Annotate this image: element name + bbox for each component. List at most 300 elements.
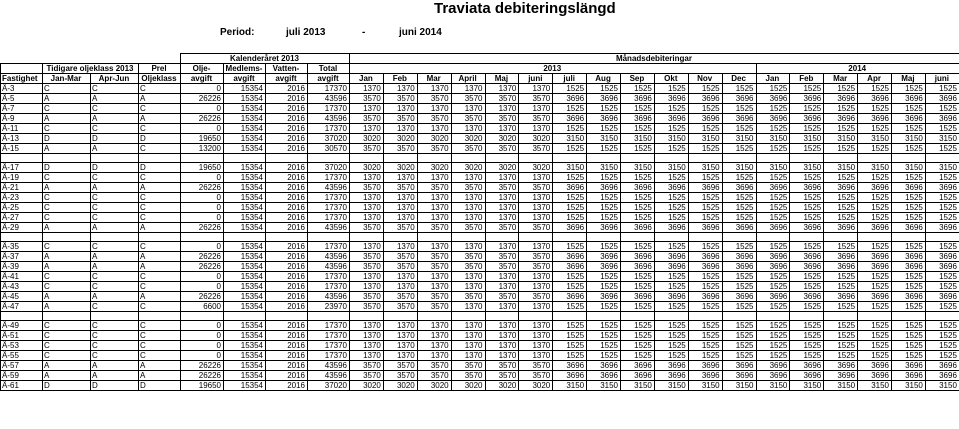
month-value-cell: 1525 — [553, 193, 587, 203]
month-value-cell: 1370 — [417, 351, 451, 361]
month-value-cell: 1370 — [519, 173, 553, 183]
vatten-avgift-cell: 2016 — [266, 292, 308, 302]
month-value-cell: 1370 — [350, 282, 384, 292]
month-value-cell: 1370 — [383, 84, 417, 94]
month-value-cell: 1525 — [824, 351, 858, 361]
empty-cell — [224, 154, 266, 163]
empty-cell — [790, 312, 824, 321]
month-value-cell: 1525 — [925, 321, 959, 331]
month-value-cell: 1525 — [553, 242, 587, 252]
janmar-header: Jan-Mar — [43, 74, 91, 84]
olje-avgift-header: avgift — [181, 74, 224, 84]
month-value-cell: 1525 — [553, 173, 587, 183]
month-value-cell: 1525 — [553, 321, 587, 331]
empty-cell — [519, 312, 553, 321]
total-avgift-cell: 17370 — [308, 124, 350, 134]
month-value-cell: 1525 — [892, 84, 926, 94]
month-value-cell: 1525 — [621, 193, 655, 203]
month-value-cell: 1525 — [688, 282, 722, 292]
month-value-cell: 1525 — [587, 213, 621, 223]
fastighet-cell: Ä-59 — [1, 371, 43, 381]
month-value-cell: 1525 — [688, 203, 722, 213]
medlems-avgift-cell: 15354 — [224, 124, 266, 134]
janmar-cell: A — [43, 223, 91, 233]
oljeklass-cell: A — [139, 183, 181, 193]
month-value-cell: 3696 — [621, 292, 655, 302]
month-value-cell: 3696 — [892, 252, 926, 262]
month-value-cell: 1525 — [621, 144, 655, 154]
janmar-cell: C — [43, 84, 91, 94]
month-value-cell: 1525 — [722, 124, 756, 134]
olje-avgift-cell: 0 — [181, 193, 224, 203]
month-value-cell: 3696 — [587, 252, 621, 262]
month-value-cell: 1525 — [824, 331, 858, 341]
month-header: juni — [519, 74, 553, 84]
month-value-cell: 3696 — [621, 94, 655, 104]
empty-cell — [383, 233, 417, 242]
month-value-cell: 3696 — [553, 262, 587, 272]
month-value-cell: 1525 — [790, 272, 824, 282]
month-value-cell: 3570 — [519, 252, 553, 262]
month-value-cell: 3150 — [654, 381, 688, 391]
month-value-cell: 3696 — [756, 252, 790, 262]
month-value-cell: 1370 — [485, 341, 519, 351]
month-value-cell: 1370 — [451, 104, 485, 114]
table-row — [1, 144, 959, 154]
olje-avgift-cell: 13200 — [181, 144, 224, 154]
month-value-cell: 3020 — [417, 381, 451, 391]
janmar-cell: C — [43, 341, 91, 351]
table-row — [1, 321, 959, 331]
month-value-cell: 1370 — [451, 242, 485, 252]
month-value-cell: 1525 — [892, 242, 926, 252]
fastighet-cell: Ä-41 — [1, 272, 43, 282]
blank-row — [1, 312, 959, 321]
month-value-cell: 1525 — [858, 321, 892, 331]
month-value-cell: 1525 — [654, 144, 688, 154]
table-row — [1, 371, 959, 381]
month-value-cell: 3020 — [350, 163, 384, 173]
medlems-avgift-cell: 15354 — [224, 272, 266, 282]
month-value-cell: 3570 — [383, 302, 417, 312]
fastighet-cell: Ä-23 — [1, 193, 43, 203]
month-value-cell: 1525 — [824, 302, 858, 312]
janmar-cell: C — [43, 193, 91, 203]
janmar-cell: C — [43, 213, 91, 223]
month-value-cell: 1370 — [451, 84, 485, 94]
empty-cell — [417, 312, 451, 321]
month-value-cell: 1525 — [587, 124, 621, 134]
month-value-cell: 1525 — [722, 321, 756, 331]
month-value-cell: 3696 — [892, 361, 926, 371]
fastighet-cell: Ä-25 — [1, 203, 43, 213]
empty-cell — [350, 233, 384, 242]
month-value-cell: 3150 — [688, 381, 722, 391]
aprjun-cell: C — [91, 213, 139, 223]
month-value-cell: 3696 — [722, 223, 756, 233]
month-value-cell: 3696 — [858, 252, 892, 262]
vatten-avgift-cell: 2016 — [266, 163, 308, 173]
month-value-cell: 1370 — [451, 124, 485, 134]
empty-cell — [790, 233, 824, 242]
month-value-cell: 3570 — [451, 114, 485, 124]
table-row — [1, 351, 959, 361]
month-value-cell: 3696 — [925, 223, 959, 233]
month-value-cell: 1525 — [688, 242, 722, 252]
aprjun-cell: C — [91, 84, 139, 94]
empty-cell — [688, 154, 722, 163]
month-value-cell: 1525 — [621, 331, 655, 341]
medlems-avgift-cell: 15354 — [224, 163, 266, 173]
month-value-cell: 3696 — [688, 371, 722, 381]
table-row — [1, 341, 959, 351]
empty-cell — [485, 233, 519, 242]
fastighet-cell: Ä-47 — [1, 302, 43, 312]
month-value-cell: 1525 — [587, 242, 621, 252]
medlems-avgift-cell: 15354 — [224, 331, 266, 341]
medlems-avgift-cell: 15354 — [224, 371, 266, 381]
month-value-cell: 1525 — [621, 302, 655, 312]
month-value-cell: 1370 — [417, 203, 451, 213]
month-value-cell: 1525 — [621, 84, 655, 94]
vatten-avgift-cell: 2016 — [266, 331, 308, 341]
medlems-avgift-cell: 15354 — [224, 114, 266, 124]
month-value-cell: 1525 — [621, 242, 655, 252]
month-value-cell: 3696 — [892, 94, 926, 104]
janmar-cell: A — [43, 94, 91, 104]
month-value-cell: 1525 — [688, 124, 722, 134]
month-value-cell: 3570 — [519, 361, 553, 371]
table-row — [1, 163, 959, 173]
aprjun-cell: A — [91, 292, 139, 302]
month-value-cell: 3150 — [925, 163, 959, 173]
janmar-cell: C — [43, 351, 91, 361]
empty-cell — [892, 233, 926, 242]
month-value-cell: 1525 — [790, 213, 824, 223]
month-value-cell: 1370 — [350, 321, 384, 331]
month-value-cell: 3150 — [553, 163, 587, 173]
month-value-cell: 1525 — [892, 282, 926, 292]
empty-cell — [925, 154, 959, 163]
month-value-cell: 3696 — [722, 292, 756, 302]
month-value-cell: 3570 — [417, 371, 451, 381]
month-value-cell: 1525 — [925, 84, 959, 94]
month-value-cell: 1525 — [756, 341, 790, 351]
olje-avgift-cell: 0 — [181, 104, 224, 114]
month-value-cell: 3696 — [553, 292, 587, 302]
debitering-table — [0, 53, 959, 391]
month-value-cell: 1525 — [858, 124, 892, 134]
month-value-cell: 1525 — [553, 302, 587, 312]
month-value-cell: 3570 — [383, 94, 417, 104]
table-row — [1, 272, 959, 282]
month-value-cell: 1525 — [587, 193, 621, 203]
month-value-cell: 3570 — [417, 183, 451, 193]
month-value-cell: 3696 — [688, 262, 722, 272]
empty-cell — [790, 154, 824, 163]
empty-cell — [266, 312, 308, 321]
month-value-cell: 3696 — [621, 262, 655, 272]
month-value-cell: 3570 — [383, 114, 417, 124]
month-value-cell: 1370 — [451, 321, 485, 331]
month-value-cell: 1525 — [654, 203, 688, 213]
empty-cell — [519, 233, 553, 242]
table-row — [1, 331, 959, 341]
month-value-cell: 1370 — [485, 272, 519, 282]
empty-cell — [621, 312, 655, 321]
month-value-cell: 3696 — [790, 183, 824, 193]
total-avgift-cell: 43596 — [308, 371, 350, 381]
month-value-cell: 1370 — [350, 331, 384, 341]
month-value-cell: 3696 — [790, 371, 824, 381]
vatten-avgift-cell: 2016 — [266, 223, 308, 233]
month-value-cell: 3570 — [350, 183, 384, 193]
month-value-cell: 1370 — [451, 173, 485, 183]
month-value-cell: 1370 — [451, 272, 485, 282]
month-value-cell: 1525 — [824, 321, 858, 331]
month-value-cell: 3150 — [722, 134, 756, 144]
month-value-cell: 3150 — [621, 381, 655, 391]
empty-cell — [553, 154, 587, 163]
month-value-cell: 3570 — [485, 262, 519, 272]
month-value-cell: 3696 — [756, 371, 790, 381]
janmar-cell: C — [43, 242, 91, 252]
oljeklass-cell: D — [139, 134, 181, 144]
month-value-cell: 1525 — [587, 302, 621, 312]
month-header: juli — [553, 74, 587, 84]
month-value-cell: 1370 — [485, 331, 519, 341]
month-value-cell: 1525 — [824, 203, 858, 213]
month-value-cell: 1370 — [383, 213, 417, 223]
medlems-avgift-cell: 15354 — [224, 203, 266, 213]
olje-avgift-cell: 26226 — [181, 114, 224, 124]
kalenderaret-header: Kalenderåret 2013 — [181, 54, 350, 64]
month-value-cell: 3696 — [621, 361, 655, 371]
oljeklass-cell: A — [139, 292, 181, 302]
month-value-cell: 1525 — [553, 341, 587, 351]
month-value-cell: 1525 — [925, 203, 959, 213]
empty-cell — [1, 233, 43, 242]
month-value-cell: 3696 — [553, 223, 587, 233]
month-value-cell: 3696 — [925, 114, 959, 124]
table-row — [1, 114, 959, 124]
month-value-cell: 3570 — [485, 371, 519, 381]
month-header: Feb — [383, 74, 417, 84]
month-value-cell: 1525 — [925, 144, 959, 154]
total-avgift-cell: 17370 — [308, 331, 350, 341]
month-value-cell: 3020 — [485, 134, 519, 144]
month-header: Aug — [587, 74, 621, 84]
table-row — [1, 302, 959, 312]
empty-cell — [308, 233, 350, 242]
janmar-cell: A — [43, 302, 91, 312]
month-value-cell: 3150 — [892, 163, 926, 173]
year-2014-header: 2014 — [756, 64, 959, 74]
aprjun-cell: C — [91, 203, 139, 213]
month-value-cell: 1370 — [350, 351, 384, 361]
empty-cell — [553, 233, 587, 242]
month-value-cell: 3696 — [587, 223, 621, 233]
vatten-avgift-cell: 2016 — [266, 213, 308, 223]
month-value-cell: 1370 — [417, 213, 451, 223]
month-value-cell: 1525 — [654, 282, 688, 292]
empty-cell — [224, 312, 266, 321]
month-value-cell: 1525 — [756, 144, 790, 154]
total-avgift-cell: 17370 — [308, 341, 350, 351]
month-value-cell: 3696 — [688, 223, 722, 233]
total-avgift-cell: 43596 — [308, 183, 350, 193]
month-value-cell: 3150 — [587, 381, 621, 391]
vatten-avgift-cell: 2016 — [266, 321, 308, 331]
month-value-cell: 1525 — [858, 302, 892, 312]
month-value-cell: 1525 — [756, 203, 790, 213]
month-value-cell: 3570 — [417, 292, 451, 302]
table-row — [1, 242, 959, 252]
vatten-avgift-cell: 2016 — [266, 203, 308, 213]
month-value-cell: 1525 — [892, 104, 926, 114]
month-value-cell: 3570 — [350, 144, 384, 154]
month-value-cell: 1525 — [722, 302, 756, 312]
month-value-cell: 1525 — [858, 341, 892, 351]
month-value-cell: 1370 — [519, 331, 553, 341]
total-avgift-cell: 23970 — [308, 302, 350, 312]
month-value-cell: 1370 — [350, 272, 384, 282]
month-value-cell: 1525 — [654, 331, 688, 341]
month-value-cell: 1525 — [858, 282, 892, 292]
month-value-cell: 3696 — [587, 371, 621, 381]
month-value-cell: 3696 — [553, 361, 587, 371]
month-value-cell: 3696 — [858, 292, 892, 302]
month-header: Apr — [858, 74, 892, 84]
month-value-cell: 1525 — [858, 144, 892, 154]
medlems-header: Medlems- — [224, 64, 266, 74]
month-value-cell: 1525 — [790, 173, 824, 183]
month-value-cell: 1370 — [485, 213, 519, 223]
month-header: April — [451, 74, 485, 84]
month-value-cell: 3150 — [587, 163, 621, 173]
table-row — [1, 124, 959, 134]
month-value-cell: 1370 — [451, 331, 485, 341]
month-value-cell: 1370 — [417, 173, 451, 183]
month-value-cell: 3696 — [621, 252, 655, 262]
month-value-cell: 3150 — [790, 134, 824, 144]
month-value-cell: 1525 — [892, 272, 926, 282]
month-value-cell: 3570 — [417, 361, 451, 371]
empty-cell — [654, 154, 688, 163]
month-value-cell: 1525 — [553, 84, 587, 94]
vatten-avgift-cell: 2016 — [266, 173, 308, 183]
month-value-cell: 3570 — [519, 262, 553, 272]
month-value-cell: 1370 — [485, 124, 519, 134]
oljeklass-cell: D — [139, 381, 181, 391]
month-value-cell: 1525 — [688, 341, 722, 351]
fastighet-cell: Ä-7 — [1, 104, 43, 114]
aprjun-cell: C — [91, 272, 139, 282]
empty-cell — [654, 312, 688, 321]
month-value-cell: 1370 — [417, 242, 451, 252]
medlems-avgift-cell: 15354 — [224, 134, 266, 144]
month-header: Okt — [654, 74, 688, 84]
empty-cell — [925, 312, 959, 321]
month-value-cell: 1525 — [621, 282, 655, 292]
month-value-cell: 3696 — [654, 361, 688, 371]
total-avgift-cell: 43596 — [308, 361, 350, 371]
month-value-cell: 1525 — [858, 351, 892, 361]
olje-avgift-cell: 0 — [181, 331, 224, 341]
table-row — [1, 223, 959, 233]
month-value-cell: 1525 — [553, 144, 587, 154]
month-value-cell: 3020 — [417, 134, 451, 144]
fastighet-cell: Ä-53 — [1, 341, 43, 351]
medlems-avgift-cell: 15354 — [224, 94, 266, 104]
vatten-avgift-cell: 2016 — [266, 262, 308, 272]
month-value-cell: 1525 — [858, 272, 892, 282]
month-value-cell: 3696 — [654, 262, 688, 272]
table-row — [1, 282, 959, 292]
month-value-cell: 3696 — [925, 361, 959, 371]
month-value-cell: 1525 — [553, 282, 587, 292]
month-value-cell: 1525 — [858, 104, 892, 114]
month-header: Jan — [350, 74, 384, 84]
month-value-cell: 1525 — [621, 272, 655, 282]
oljeklass-cell: C — [139, 341, 181, 351]
month-value-cell: 3696 — [892, 183, 926, 193]
empty-cell — [858, 154, 892, 163]
month-value-cell: 1370 — [350, 124, 384, 134]
medlems-avgift-cell: 15354 — [224, 183, 266, 193]
month-value-cell: 1525 — [824, 272, 858, 282]
month-header: Mar — [824, 74, 858, 84]
oljeklass-cell: A — [139, 252, 181, 262]
table-body — [1, 84, 959, 391]
oljeklass-cell: C — [139, 282, 181, 292]
janmar-cell: A — [43, 252, 91, 262]
month-value-cell: 1525 — [892, 144, 926, 154]
month-value-cell: 3150 — [756, 163, 790, 173]
month-value-cell: 1525 — [858, 213, 892, 223]
month-value-cell: 1370 — [451, 213, 485, 223]
aprjun-cell: D — [91, 163, 139, 173]
table-row — [1, 262, 959, 272]
empty-cell — [451, 312, 485, 321]
month-value-cell: 3020 — [451, 163, 485, 173]
aprjun-cell: A — [91, 223, 139, 233]
total-avgift-cell: 17370 — [308, 351, 350, 361]
month-value-cell: 3696 — [925, 94, 959, 104]
month-value-cell: 1525 — [654, 272, 688, 282]
month-value-cell: 1370 — [519, 213, 553, 223]
empty-cell — [181, 154, 224, 163]
month-value-cell: 1525 — [892, 213, 926, 223]
oljeklass-cell: C — [139, 321, 181, 331]
month-value-cell: 1525 — [858, 331, 892, 341]
month-value-cell: 3570 — [519, 371, 553, 381]
empty-cell — [43, 233, 91, 242]
month-value-cell: 3570 — [383, 361, 417, 371]
month-value-cell: 3696 — [858, 361, 892, 371]
month-value-cell: 3696 — [654, 114, 688, 124]
empty-cell — [139, 154, 181, 163]
fastighet-cell: Ä-11 — [1, 124, 43, 134]
month-value-cell: 1370 — [417, 124, 451, 134]
janmar-cell: D — [43, 134, 91, 144]
total-avgift-cell: 17370 — [308, 321, 350, 331]
month-value-cell: 3020 — [485, 381, 519, 391]
olje-avgift-cell: 6600 — [181, 302, 224, 312]
month-value-cell: 1370 — [519, 351, 553, 361]
empty-cell — [383, 312, 417, 321]
oljeklass-cell: A — [139, 223, 181, 233]
